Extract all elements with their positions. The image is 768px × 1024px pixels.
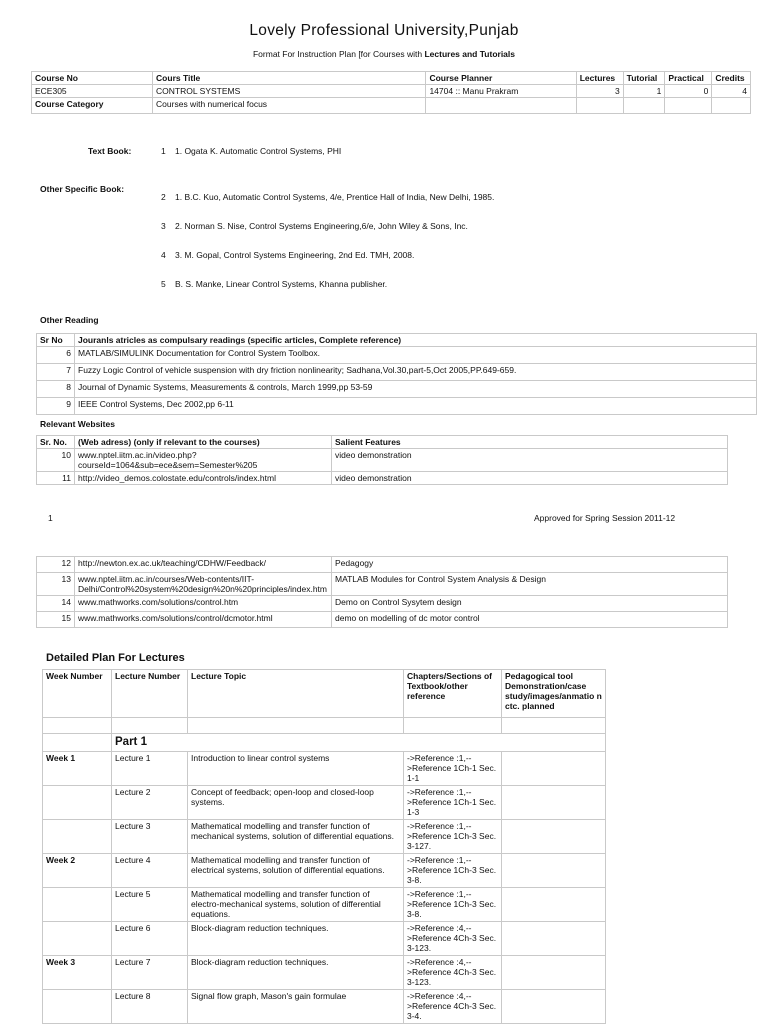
textbook-text: 1. Ogata K. Automatic Control Systems, PHI [175, 146, 342, 156]
tutorial-value: 1 [623, 85, 665, 98]
course-no: ECE305 [32, 85, 153, 98]
table-row [37, 472, 728, 485]
course-category-row [32, 98, 751, 114]
week-cell [43, 820, 112, 854]
table-row [37, 347, 757, 364]
sr-no-header: Sr No [37, 334, 75, 347]
salient-feature: MATLAB Modules for Control System Analysis & Design [332, 573, 728, 596]
topic-cell: Introduction to linear control systems [188, 752, 404, 786]
sr-no-header: Sr. No. [37, 436, 75, 449]
reading-text: Fuzzy Logic Control of vehicle suspension with dry friction nonlinearity; Sadhana,Vol.30,part-5,Oct 2005,PP.649-659. [75, 364, 757, 381]
reference-cell: ->Reference :4,-->Reference 4Ch-3 Sec. 3-123. [404, 922, 502, 956]
table-row [37, 596, 728, 612]
book-text: 3. M. Gopal, Control Systems Engineering, 2nd Ed. TMH, 2008. [175, 250, 415, 260]
lecture-cell: Lecture 8 [112, 990, 188, 1024]
week-cell: Week 3 [43, 956, 112, 990]
journals-header: Jouranls atricles as compulsary readings (specific articles, Complete reference) [75, 334, 757, 347]
salient-feature: video demonstration [332, 449, 728, 472]
salient-features-header: Salient Features [332, 436, 728, 449]
lectures-plan-title: Detailed Plan For Lectures [46, 652, 185, 664]
lecture-cell: Lecture 5 [112, 888, 188, 922]
web-address: www.nptel.iitm.ac.in/courses/Web-contents/IIT-Delhi/Control%20system%20design%20n%20principles/index.htm [75, 573, 332, 596]
book-num: 5 [161, 279, 166, 289]
practical-header: Practical [665, 72, 712, 85]
topic-cell: Mathematical modelling and transfer function of electro-mechanical systems, solution of differential equations. [188, 888, 404, 922]
lecture-plan-table [42, 669, 606, 1024]
reference-cell: ->Reference :1,-->Reference 1Ch-3 Sec. 3-8. [404, 854, 502, 888]
format-bold: Lectures and Tutorials [424, 49, 515, 59]
reference-cell: ->Reference :1,-->Reference 1Ch-3 Sec. 3-127. [404, 820, 502, 854]
book-num: 3 [161, 221, 166, 231]
table-row [37, 557, 728, 573]
topic-cell: Concept of feedback; open-loop and closed-loop systems. [188, 786, 404, 820]
week-cell [43, 888, 112, 922]
format-subtitle [0, 49, 768, 59]
salient-feature: Pedagogy [332, 557, 728, 573]
table-row [43, 990, 606, 1024]
sr-no: 12 [37, 557, 75, 573]
table-row [37, 612, 728, 628]
sr-no: 15 [37, 612, 75, 628]
part-row [43, 734, 606, 752]
course-category-label: Course Category [32, 98, 153, 114]
reference-cell: ->Reference :1,-->Reference 1Ch-1 Sec. 1-1 [404, 752, 502, 786]
course-title-header: Cours Title [153, 72, 426, 85]
part-heading: Part 1 [112, 734, 606, 752]
lecture-cell: Lecture 2 [112, 786, 188, 820]
reading-text: Journal of Dynamic Systems, Measurements & controls, March 1999,pp 53-59 [75, 381, 757, 398]
table-row [43, 752, 606, 786]
book-text: 2. Norman S. Nise, Control Systems Engineering,6/e, John Wiley & Sons, Inc. [175, 221, 468, 231]
table-row [43, 786, 606, 820]
sr-no: 11 [37, 472, 75, 485]
sr-no: 9 [37, 398, 75, 415]
university-title: Lovely Professional University,Punjab [249, 22, 519, 39]
table-header-row [37, 436, 728, 449]
table-row [43, 854, 606, 888]
course-header-row [32, 72, 751, 85]
sr-no: 6 [37, 347, 75, 364]
sr-no: 14 [37, 596, 75, 612]
web-address: www.mathworks.com/solutions/control.htm [75, 596, 332, 612]
websites-table [36, 435, 728, 485]
spacer-row [43, 718, 606, 734]
lectures-value: 3 [576, 85, 623, 98]
lecture-topic-header: Lecture Topic [188, 670, 404, 718]
websites-label: Relevant Websites [40, 419, 115, 429]
salient-feature: demo on modelling of dc motor control [332, 612, 728, 628]
lectures-header: Lectures [576, 72, 623, 85]
table-row [37, 449, 728, 472]
course-table [31, 71, 751, 114]
approved-text: Approved for Spring Session 2011-12 [534, 513, 676, 523]
other-reading-label: Other Reading [40, 315, 99, 325]
textbook-label: Text Book: [88, 146, 132, 156]
web-address: www.nptel.iitm.ac.in/video.php?courseId=1064&sub=ece&sem=Semester%205 [75, 449, 332, 472]
credits-value: 4 [712, 85, 751, 98]
other-books-label: Other Specific Book: [40, 184, 125, 194]
page-number: 1 [48, 513, 53, 523]
chapters-header: Chapters/Sections of Textbook/other reference [404, 670, 502, 718]
table-row [43, 922, 606, 956]
practical-value: 0 [665, 85, 712, 98]
table-row [43, 888, 606, 922]
format-prefix: Format For Instruction Plan [for Courses with [252, 49, 425, 59]
credits-header: Credits [712, 72, 751, 85]
reference-cell: ->Reference :4,-->Reference 4Ch-3 Sec. 3-4. [404, 990, 502, 1024]
websites-table-continued [36, 556, 728, 628]
book-text: 1. B.C. Kuo, Automatic Control Systems, 4/e, Prentice Hall of India, New Delhi, 1985. [175, 192, 495, 202]
week-cell [43, 990, 112, 1024]
table-row [37, 381, 757, 398]
web-address: http://newton.ex.ac.uk/teaching/CDHW/Feedback/ [75, 557, 332, 573]
lecture-cell: Lecture 4 [112, 854, 188, 888]
topic-cell: Block-diagram reduction techniques. [188, 922, 404, 956]
table-header-row [43, 670, 606, 718]
sr-no: 7 [37, 364, 75, 381]
topic-cell: Signal flow graph, Mason's gain formulae [188, 990, 404, 1024]
textbook-num: 1 [161, 146, 166, 156]
book-num: 4 [161, 250, 166, 260]
web-address-header: (Web adress) (only if relevant to the courses) [75, 436, 332, 449]
lecture-cell: Lecture 1 [112, 752, 188, 786]
reference-cell: ->Reference :4,-->Reference 4Ch-3 Sec. 3-123. [404, 956, 502, 990]
table-row [37, 398, 757, 415]
table-row [37, 573, 728, 596]
lecture-cell: Lecture 3 [112, 820, 188, 854]
sr-no: 8 [37, 381, 75, 398]
sr-no: 13 [37, 573, 75, 596]
reference-cell: ->Reference :1,-->Reference 1Ch-3 Sec. 3-8. [404, 888, 502, 922]
sr-no: 10 [37, 449, 75, 472]
topic-cell: Mathematical modelling and transfer function of electrical systems, solution of differential equations. [188, 854, 404, 888]
week-cell: Week 1 [43, 752, 112, 786]
course-planner-header: Course Planner [426, 72, 576, 85]
course-row [32, 85, 751, 98]
course-planner: 14704 :: Manu Prakram [426, 85, 576, 98]
web-address: www.mathworks.com/solutions/control/dcmotor.html [75, 612, 332, 628]
week-cell [43, 786, 112, 820]
table-row [37, 364, 757, 381]
tutorial-header: Tutorial [623, 72, 665, 85]
course-no-header: Course No [32, 72, 153, 85]
table-row [43, 820, 606, 854]
lecture-cell: Lecture 7 [112, 956, 188, 990]
book-text: B. S. Manke, Linear Control Systems, Khanna publisher. [175, 279, 388, 289]
topic-cell: Block-diagram reduction techniques. [188, 956, 404, 990]
lecture-cell: Lecture 6 [112, 922, 188, 956]
pedagogical-tool-header: Pedagogical tool Demonstration/case study/images/anmatio n ctc. planned [502, 670, 606, 718]
reference-cell: ->Reference :1,-->Reference 1Ch-1 Sec. 1-3 [404, 786, 502, 820]
salient-feature: video demonstration [332, 472, 728, 485]
course-category-value: Courses with numerical focus [153, 98, 426, 114]
reading-text: IEEE Control Systems, Dec 2002,pp 6-11 [75, 398, 757, 415]
book-num: 2 [161, 192, 166, 202]
reading-text: MATLAB/SIMULINK Documentation for Control System Toolbox. [75, 347, 757, 364]
week-cell: Week 2 [43, 854, 112, 888]
topic-cell: Mathematical modelling and transfer function of mechanical systems, solution of differential equations. [188, 820, 404, 854]
week-number-header: Week Number [43, 670, 112, 718]
lecture-number-header: Lecture Number [112, 670, 188, 718]
other-reading-table [36, 333, 757, 415]
salient-feature: Demo on Control Sysytem design [332, 596, 728, 612]
week-cell [43, 922, 112, 956]
table-header-row [37, 334, 757, 347]
table-row [43, 956, 606, 990]
web-address: http://video_demos.colostate.edu/controls/index.html [75, 472, 332, 485]
course-title: CONTROL SYSTEMS [153, 85, 426, 98]
